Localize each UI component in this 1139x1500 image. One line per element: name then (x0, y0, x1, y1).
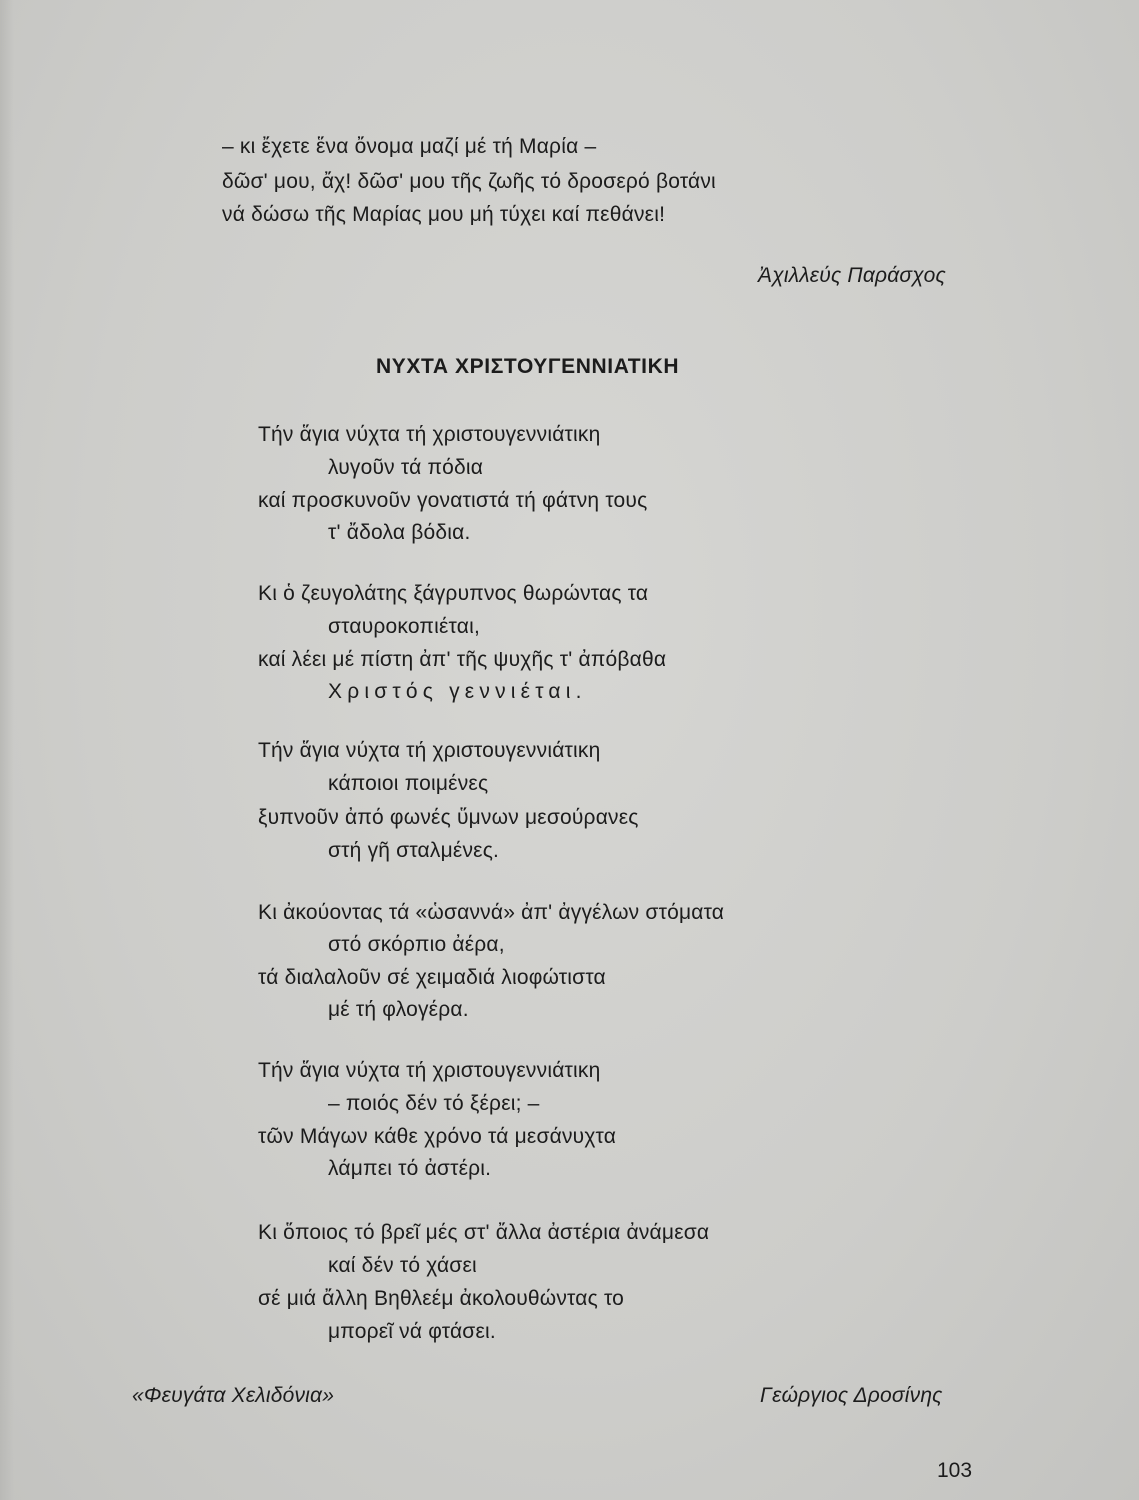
verse-line: λάμπει τό ἀστέρι. (328, 1157, 492, 1180)
verse-line: Χριστός γεννιέται. (328, 680, 587, 703)
verse-line: τῶν Μάγων κάθε χρόνο τά μεσάνυχτα (258, 1125, 617, 1148)
poem-source: «Φευγάτα Χελιδόνια» (132, 1384, 335, 1407)
verse-line: Τήν ἅγια νύχτα τή χριστουγεννιάτικη (258, 423, 601, 446)
verse-line: καί λέει μέ πίστη ἀπ' τῆς ψυχῆς τ' ἀπόβαθα (258, 648, 667, 671)
verse-line: σέ μιά ἄλλη Βηθλεέμ ἀκολουθώντας το (258, 1287, 625, 1310)
poem-author: Γεώργιος Δροσίνης (760, 1384, 943, 1407)
previous-poem-author: Ἀχιλλεύς Παράσχος (758, 264, 946, 287)
verse-line: Κι ὅποιος τό βρεῖ μές στ' ἄλλα ἀστέρια ἀνάμεσα (258, 1221, 710, 1244)
verse-line: νά δώσω τῆς Μαρίας μου μή τύχει καί πεθάνει! (222, 203, 666, 226)
poem-title: ΝΥΧΤΑ ΧΡΙΣΤΟΥΓΕΝΝΙΑΤΙΚΗ (376, 355, 680, 378)
verse-line: καί δέν τό χάσει (328, 1254, 477, 1277)
verse-line: λυγοῦν τά πόδια (328, 456, 484, 479)
verse-line: τά διαλαλοῦν σέ χειμαδιά λιοφώτιστα (258, 966, 606, 989)
verse-line: Κι ὁ ζευγολάτης ξάγρυπνος θωρώντας τα (258, 582, 649, 605)
verse-line: ξυπνοῦν ἀπό φωνές ὕμνων μεσούρανες (258, 806, 639, 829)
verse-line: στή γῆ σταλμένες. (328, 839, 500, 862)
verse-line: κάποιοι ποιμένες (328, 772, 489, 795)
verse-line: δῶσ' μου, ἄχ! δῶσ' μου τῆς ζωῆς τό δροσερό βοτάνι (222, 170, 716, 193)
page-number: 103 (937, 1459, 973, 1482)
verse-line: Κι ἀκούοντας τά «ὡσαννά» ἀπ' ἀγγέλων στόματα (258, 901, 725, 924)
verse-line: τ' ἄδολα βόδια. (328, 521, 471, 544)
verse-line: Τήν ἅγια νύχτα τή χριστουγεννιάτικη (258, 1059, 601, 1082)
verse-line: σταυροκοπιέται, (328, 615, 480, 638)
page-edge-shadow (0, 0, 14, 1500)
verse-line: στό σκόρπιο ἀέρα, (328, 933, 505, 956)
verse-line: καί προσκυνοῦν γονατιστά τή φάτνη τους (258, 489, 648, 512)
verse-line: – ποιός δέν τό ξέρει; – (328, 1092, 540, 1115)
verse-line: Τήν ἅγια νύχτα τή χριστουγεννιάτικη (258, 739, 601, 762)
verse-line: μέ τή φλογέρα. (328, 998, 469, 1021)
verse-line: μπορεῖ νά φτάσει. (328, 1320, 496, 1343)
verse-line: – κι ἔχετε ἕνα ὄνομα μαζί μέ τή Μαρία – (222, 135, 597, 158)
